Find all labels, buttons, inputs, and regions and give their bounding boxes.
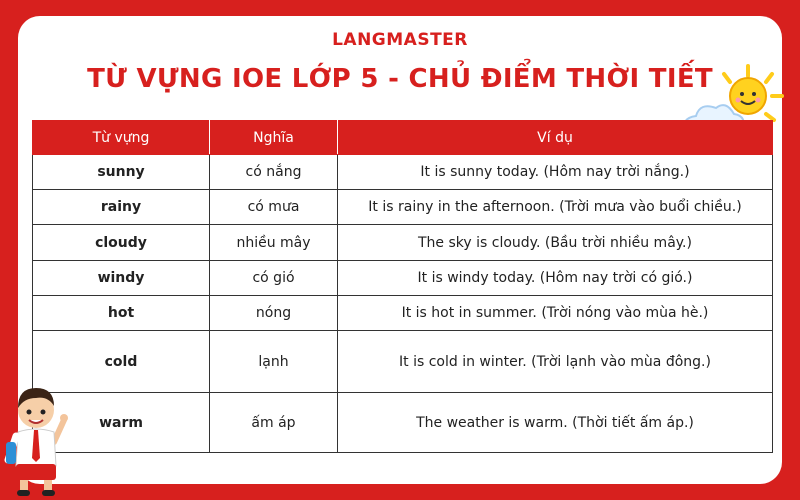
- word-cell: hot: [33, 296, 210, 331]
- table-row: [33, 393, 773, 453]
- meaning-cell: nóng: [210, 296, 338, 331]
- header-example: Ví dụ: [338, 121, 773, 155]
- word-cell: windy: [33, 261, 210, 296]
- meaning-cell: lạnh: [210, 331, 338, 393]
- word-cell: warm: [33, 393, 210, 453]
- word-cell: cloudy: [33, 225, 210, 261]
- vocabulary-table: [32, 120, 773, 453]
- table-row: [33, 190, 773, 225]
- example-cell: The sky is cloudy. (Bầu trời nhiều mây.): [338, 225, 773, 261]
- meaning-cell: có gió: [210, 261, 338, 296]
- word-cell: cold: [33, 331, 210, 393]
- header-word: Từ vựng: [33, 121, 210, 155]
- student-boy-waving-icon: [4, 380, 68, 498]
- page-title: TỪ VỰNG IOE LỚP 5 - CHỦ ĐIỂM THỜI TIẾT: [87, 64, 713, 94]
- example-cell: It is hot in summer. (Trời nóng vào mùa hè.): [338, 296, 773, 331]
- meaning-cell: nhiều mây: [210, 225, 338, 261]
- word-cell: sunny: [33, 155, 210, 190]
- table-row: [33, 225, 773, 261]
- table-row: [33, 261, 773, 296]
- table-row: [33, 296, 773, 331]
- example-cell: It is sunny today. (Hôm nay trời nắng.): [338, 155, 773, 190]
- table-row: [33, 155, 773, 190]
- table-header-row: [33, 121, 773, 155]
- meaning-cell: ấm áp: [210, 393, 338, 453]
- table-row: [33, 331, 773, 393]
- meaning-cell: có mưa: [210, 190, 338, 225]
- example-cell: It is cold in winter. (Trời lạnh vào mùa đông.): [338, 331, 773, 393]
- example-cell: It is rainy in the afternoon. (Trời mưa vào buổi chiều.): [338, 190, 773, 225]
- header-meaning: Nghĩa: [210, 121, 338, 155]
- brand-logo: LANGMASTER: [332, 30, 468, 50]
- example-cell: It is windy today. (Hôm nay trời có gió.): [338, 261, 773, 296]
- word-cell: rainy: [33, 190, 210, 225]
- example-cell: The weather is warm. (Thời tiết ấm áp.): [338, 393, 773, 453]
- meaning-cell: có nắng: [210, 155, 338, 190]
